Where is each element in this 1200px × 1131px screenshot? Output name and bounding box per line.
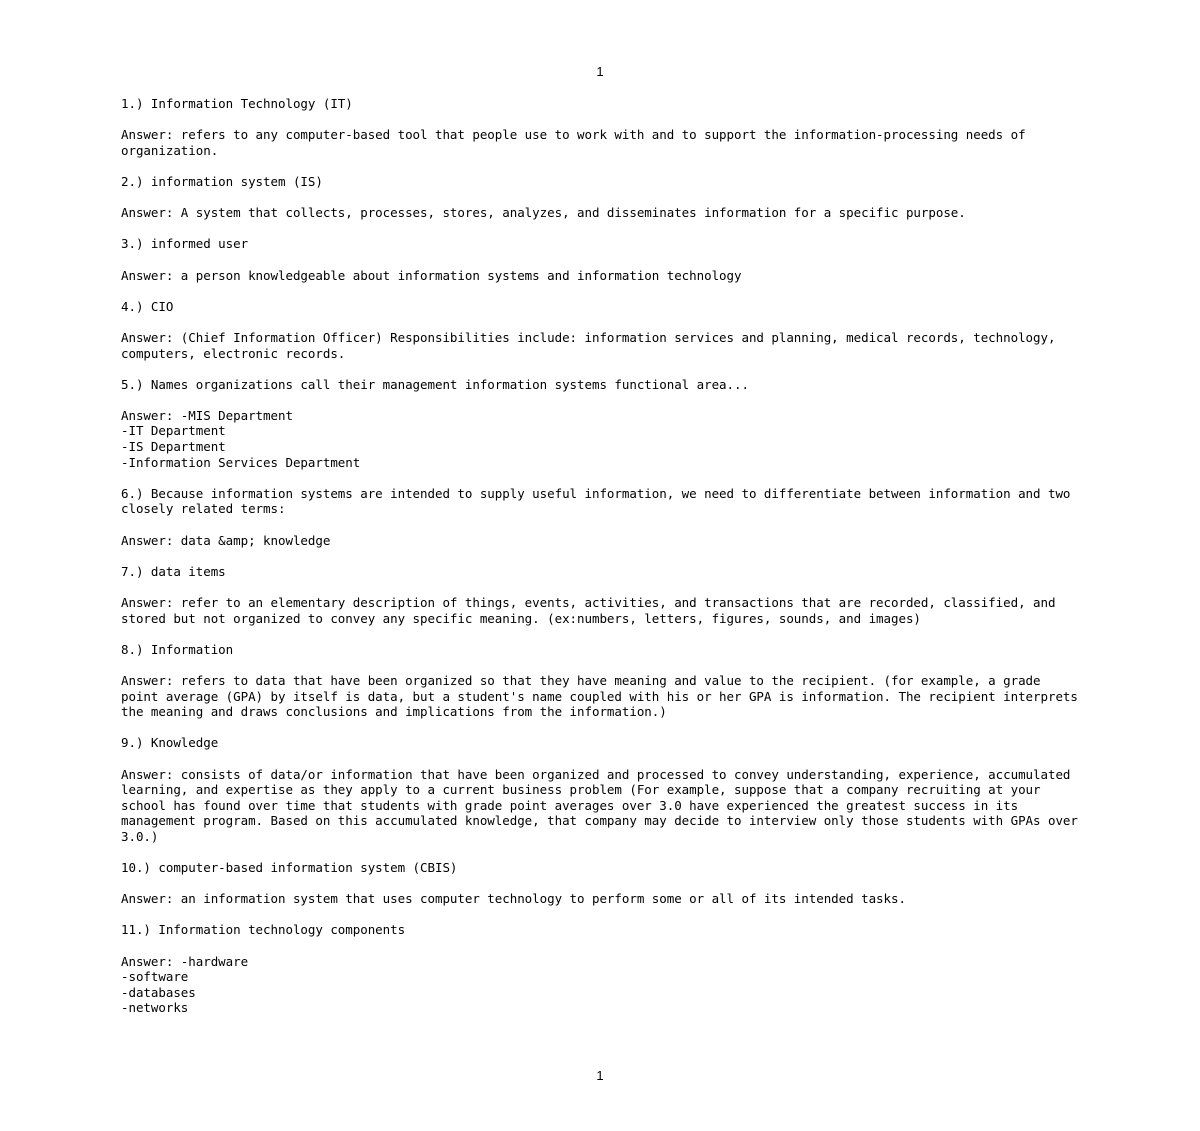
answer-4: Answer: (Chief Information Officer) Responsibilities include: information services and planning, medical records, technology, computers, electronic records. [121,329,1063,361]
qa-item-5 [121,377,1081,471]
question-5: 5.) Names organizations call their management information systems functional area... [121,376,749,392]
qa-item-1 [121,96,1081,158]
page-number-bottom: 1 [596,1068,604,1083]
question-6: 6.) Because information systems are intended to supply useful information, we need to differentiate between information and two closely related terms: [121,485,1078,517]
question-11: 11.) Information technology components [121,922,406,938]
question-3: 3.) informed user [121,236,249,252]
qa-item-3 [121,236,1081,283]
question-2: 2.) information system (IS) [121,173,323,189]
page-number-top: 1 [596,64,604,79]
qa-item-11 [121,922,1081,1016]
document-body [121,96,1086,1032]
question-8: 8.) Information [121,641,234,657]
qa-item-6 [121,486,1081,548]
answer-6: Answer: data &amp; knowledge [121,532,331,548]
question-10: 10.) computer-based information system (CBIS) [121,860,458,876]
qa-item-2 [121,174,1081,221]
qa-item-10 [121,860,1081,907]
question-4: 4.) CIO [121,298,174,314]
answer-10: Answer: an information system that uses computer technology to perform some or all of its intended tasks. [121,891,906,907]
answer-3: Answer: a person knowledgeable about information systems and information technology [121,267,742,283]
answer-11: Answer: -hardware -software -databases -networks [121,953,249,1016]
answer-1: Answer: refers to any computer-based tool that people use to work with and to support the information-processing needs of organization. [121,127,1034,158]
qa-item-8 [121,641,1086,720]
question-1: 1.) Information Technology (IT) [121,96,353,111]
answer-2: Answer: A system that collects, processes, stores, analyzes, and disseminates information for a specific purpose. [121,205,966,221]
qa-item-9 [121,735,1086,844]
answer-5: Answer: -MIS Department -IT Department -IS Department -Information Services Department [121,407,361,470]
qa-item-7 [121,564,1081,626]
answer-9: Answer: consists of data/or information that have been organized and processed to convey understanding, experience, accumulated learning, and expertise as they apply to a current business problem (For example, suppose that a company recruiting at your school has found over time that students with grade point averages over 3.0 have experienced the greatest success in its management program. Based on this accumulated knowledge, that company may decide to interview only those students with GPAs over 3.0.) [121,766,1086,844]
qa-item-4 [121,299,1081,361]
question-9: 9.) Knowledge [121,735,219,751]
answer-8: Answer: refers to data that have been organized so that they have meaning and value to the recipient. (for example, a grade point average (GPA) by itself is data, but a student's name coupled with his or her GPA is information. The recipient interprets the meaning and draws conclusions and implications from the information.) [121,672,1086,720]
answer-7: Answer: refer to an elementary description of things, events, activities, and transactions that are recorded, classified, and stored but not organized to convey any specific meaning. (ex:numbers, letters, figures, sounds, and images) [121,595,1063,626]
question-7: 7.) data items [121,563,226,579]
